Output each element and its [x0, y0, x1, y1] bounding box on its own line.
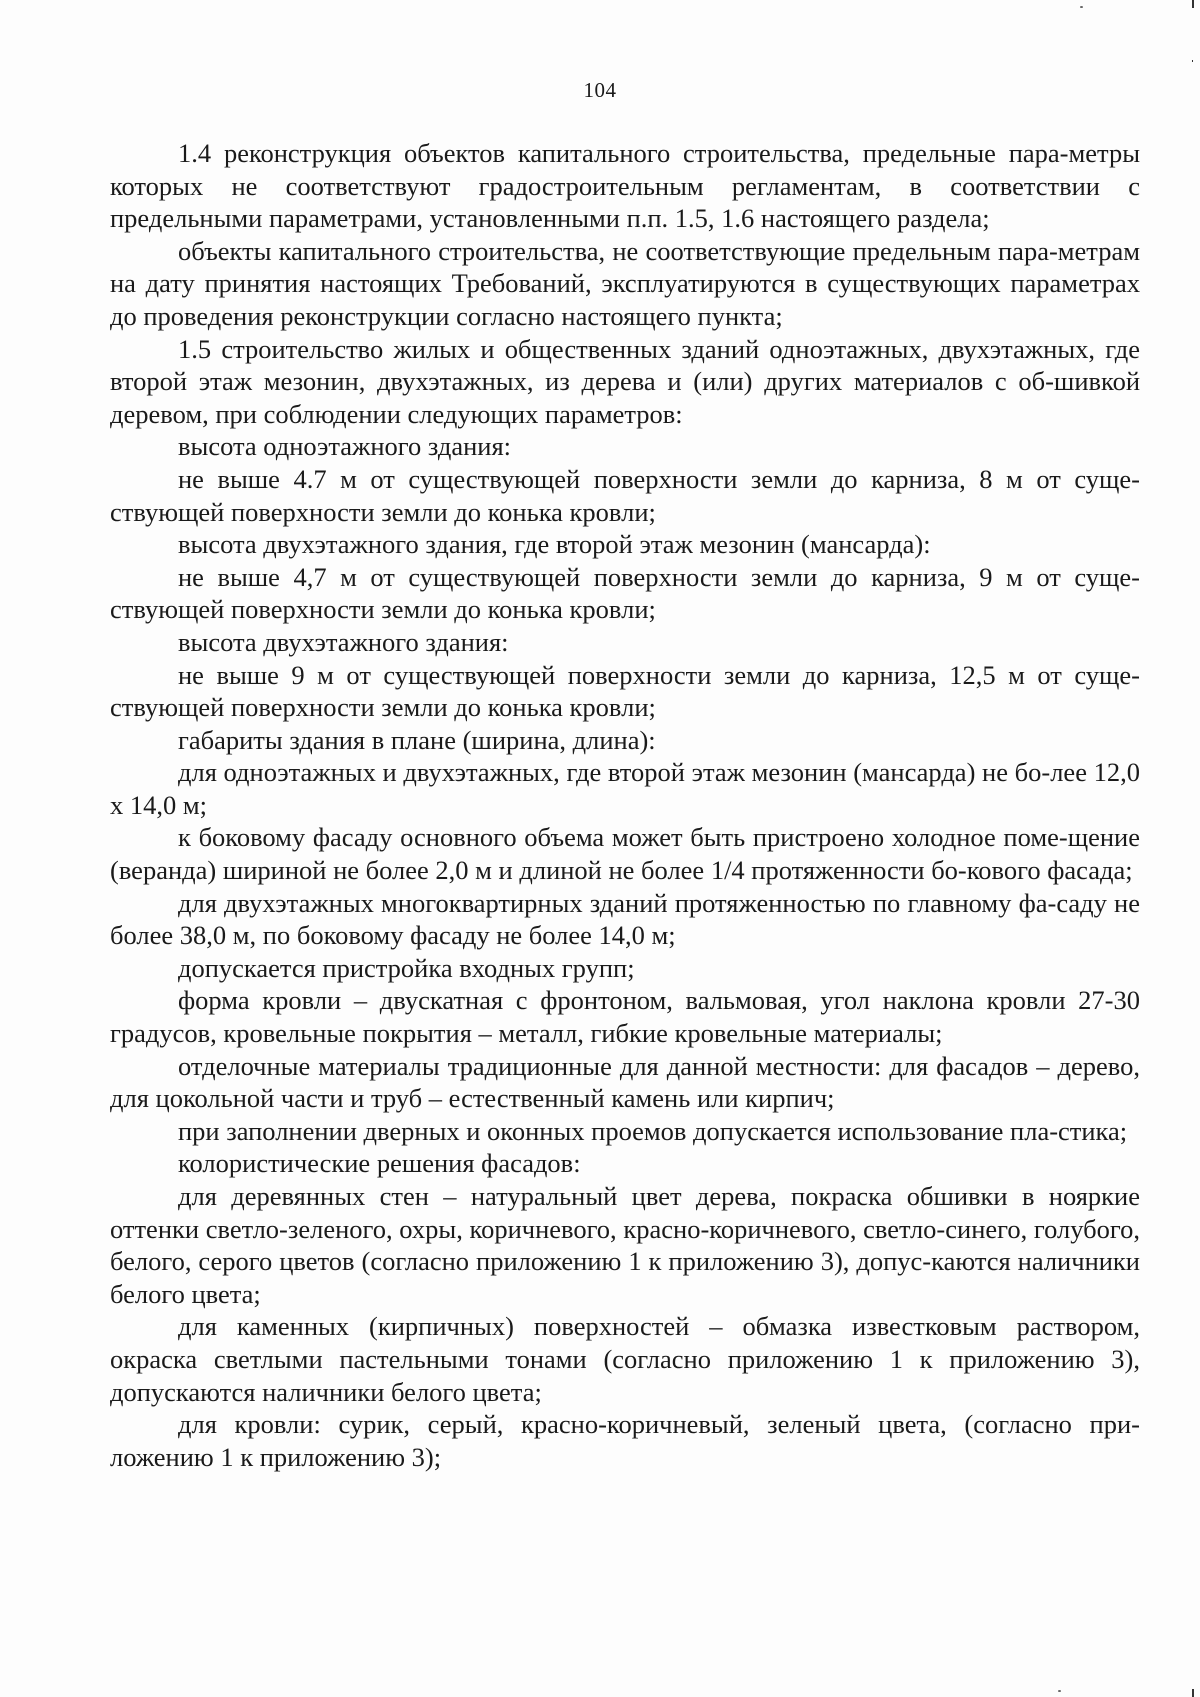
paragraph: высота двухэтажного здания, где второй этаж мезонин (мансарда):	[178, 529, 931, 560]
paragraph: 1.5 строительство жилых и общественных зданий одноэтажных, двухэтажных, где второй этаж мезонин, двухэтажных, из дерева и (или) других материалов с об-шивкой деревом, при соблюдении следующих параметров:	[110, 333, 1140, 429]
scan-edge-mark	[1192, 60, 1193, 62]
scan-edge-mark	[1192, 1689, 1194, 1697]
paragraph: 1.4 реконструкция объектов капитального строительства, предельные пара-метры которых не соответствуют градостроительным регламентам, в соответствии с предельными параметрами, установленными п.п. 1.5, 1.6 настоящего раздела;	[110, 138, 1140, 234]
paragraph: к боковому фасаду основного объема может быть пристроено холодное поме-щение (веранда) шириной не более 2,0 м и длиной не более 1/4 протяженности бо-кового фасада;	[110, 822, 1140, 886]
scan-speck	[1080, 6, 1083, 8]
scan-speck	[1058, 1690, 1061, 1692]
paragraph: объекты капитального строительства, не соответствующие предельным пара-метрам на дату принятия настоящих Требований, эксплуатируются в существующих параметрах до проведения реконструкции согласно настоящего пункта;	[110, 235, 1140, 331]
paragraph: габариты здания в плане (ширина, длина):	[178, 724, 656, 755]
paragraph: отделочные материалы традиционные для данной местности: для фасадов – дерево, для цокольной части и труб – естественный камень или кирпич;	[110, 1050, 1140, 1114]
paragraph: при заполнении дверных и оконных проемов допускается использование пла-стика;	[178, 1115, 1128, 1146]
paragraph: для каменных (кирпичных) поверхностей – обмазка известковым раствором, окраска светлыми пастельными тонами (согласно приложению 1 к приложению 3), допускаются наличники белого цвета;	[110, 1311, 1140, 1407]
scan-edge-mark	[1192, 0, 1194, 8]
paragraph: для кровли: сурик, серый, красно-коричневый, зеленый цвета, (согласно при-ложению 1 к приложению 3);	[110, 1409, 1140, 1472]
paragraph: допускается пристройка входных групп;	[178, 952, 635, 983]
paragraph: для двухэтажных многоквартирных зданий протяженностью по главному фа-саду не более 38,0 м, по боковому фасаду не более 14,0 м;	[110, 887, 1140, 951]
document-body	[110, 137, 1140, 1473]
paragraph: не выше 4.7 м от существующей поверхности земли до карниза, 8 м от суще-ствующей поверхности земли до конька кровли;	[110, 463, 1140, 527]
page-number: 104	[583, 78, 617, 102]
paragraph: форма кровли – двускатная с фронтоном, вальмовая, угол наклона кровли 27-30 градусов, кровельные покрытия – металл, гибкие кровельные материалы;	[110, 985, 1140, 1049]
paragraph: высота двухэтажного здания:	[178, 626, 509, 657]
paragraph: не выше 9 м от существующей поверхности земли до карниза, 12,5 м от суще-ствующей поверхности земли до конька кровли;	[110, 659, 1140, 723]
paragraph: не выше 4,7 м от существующей поверхности земли до карниза, 9 м от суще-ствующей поверхности земли до конька кровли;	[110, 561, 1140, 625]
paragraph: колористические решения фасадов:	[178, 1148, 581, 1179]
paragraph: для деревянных стен – натуральный цвет дерева, покраска обшивки в нояркие оттенки светло-зеленого, охры, коричневого, красно-коричневого, светло-синего, голубого, белого, серого цветов (согласно приложению 1 к приложению 3), допус-каются наличники белого цвета;	[110, 1181, 1140, 1309]
paragraph: высота одноэтажного здания:	[178, 431, 512, 462]
paragraph: для одноэтажных и двухэтажных, где второй этаж мезонин (мансарда) не бо-лее 12,0 х 14,0 м;	[110, 757, 1140, 820]
